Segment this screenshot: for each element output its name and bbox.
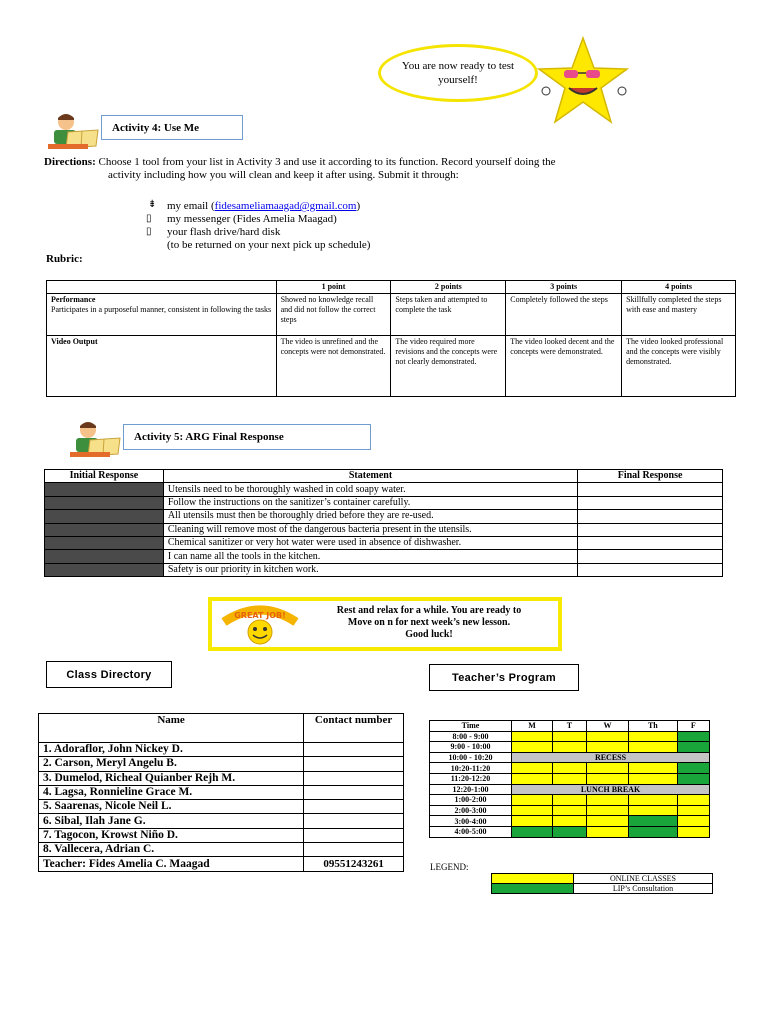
- directory-header: Contact number: [304, 714, 404, 743]
- arg-row: [45, 536, 723, 549]
- schedule-cell: [629, 742, 677, 753]
- schedule-row: [430, 805, 710, 816]
- great-job-line: Move on n for next week’s new lesson.: [347, 617, 511, 628]
- rubric-criterion: [47, 336, 277, 397]
- legend-label: LEGEND:: [430, 862, 469, 872]
- email-link[interactable]: fidesameliamaagad@gmail.com: [214, 200, 357, 212]
- schedule-cell: [586, 742, 628, 753]
- great-job-line: Rest and relax for a while. You are ready to: [336, 605, 522, 616]
- rubric-cell: The video is unrefined and the concepts were not demonstrated.: [276, 336, 391, 397]
- arg-header-row: [45, 470, 723, 483]
- rubric-header: 3 points: [506, 281, 622, 294]
- schedule-time: 9:00 - 10:00: [430, 742, 512, 753]
- schedule-cell: [512, 816, 553, 827]
- schedule-cell: [586, 763, 628, 774]
- legend-swatch: [492, 874, 574, 884]
- option-email-suffix: ): [356, 200, 361, 212]
- schedule-row: [430, 826, 710, 837]
- box-bullet-icon: ▯: [146, 213, 152, 224]
- table-row: [39, 743, 404, 757]
- schedule-cell: [677, 816, 709, 827]
- schedule-row: [430, 795, 710, 806]
- schedule-cell: [512, 826, 553, 837]
- student-name: 2. Carson, Meryl Angelu B.: [39, 757, 304, 771]
- student-reading-icon: [44, 112, 102, 152]
- statement-cell: Safety is our priority in kitchen work.: [163, 563, 577, 576]
- statement-cell: Cleaning will remove most of the dangerous bacteria present in the utensils.: [163, 523, 577, 536]
- arg-row: [45, 510, 723, 523]
- contact-cell: [304, 800, 404, 814]
- criterion-title: Performance: [51, 295, 96, 304]
- schedule-cell: [512, 805, 553, 816]
- table-row: [39, 814, 404, 828]
- schedule-cell: [553, 773, 587, 784]
- initial-response-cell[interactable]: [45, 510, 164, 523]
- student-name: 5. Saarenas, Nicole Neil L.: [39, 800, 304, 814]
- initial-response-cell[interactable]: [45, 483, 164, 496]
- table-row: [39, 828, 404, 842]
- schedule-time: 12:20-1:00: [430, 784, 512, 795]
- rubric-cell: The video looked professional and the concepts were visibly demonstrated.: [622, 336, 736, 397]
- schedule-cell: [553, 763, 587, 774]
- schedule-cell: [677, 742, 709, 753]
- schedule-cell: [629, 795, 677, 806]
- contact-cell: [304, 757, 404, 771]
- table-row: [39, 800, 404, 814]
- great-job-banner: [208, 597, 562, 651]
- student-name: 7. Tagocon, Krowst Niño D.: [39, 828, 304, 842]
- directory-header-row: [39, 714, 404, 743]
- class-directory-label-text: Class Directory: [66, 668, 152, 681]
- class-directory-label: [46, 661, 172, 688]
- schedule-row: [430, 742, 710, 753]
- schedule-cell: [553, 742, 587, 753]
- schedule-cell: [629, 805, 677, 816]
- student-name: 3. Dumelod, Richeal Quianber Rejh M.: [39, 771, 304, 785]
- rubric-header: 2 points: [391, 281, 506, 294]
- schedule-cell: [586, 731, 628, 742]
- option-flash-note: (to be returned on your next pick up schedule): [167, 239, 371, 251]
- schedule-break: LUNCH BREAK: [512, 784, 710, 795]
- arg-row: [45, 550, 723, 563]
- table-row: [39, 757, 404, 771]
- contact-cell: [304, 771, 404, 785]
- legend-table: [491, 873, 713, 894]
- rubric-header: 4 points: [622, 281, 736, 294]
- initial-response-cell[interactable]: [45, 523, 164, 536]
- program-header: T: [553, 721, 587, 732]
- schedule-cell: [629, 731, 677, 742]
- schedule-time: 1:00-2:00: [430, 795, 512, 806]
- rubric-cell: Completely followed the steps: [506, 294, 622, 336]
- student-reading-icon: [66, 420, 124, 460]
- rubric-table: [46, 280, 736, 397]
- arg-row: [45, 483, 723, 496]
- schedule-cell: [553, 731, 587, 742]
- directions-label: Directions:: [44, 156, 96, 168]
- teachers-program-table: [429, 720, 710, 838]
- schedule-cell: [586, 805, 628, 816]
- option-email: [167, 200, 360, 213]
- schedule-cell: [586, 826, 628, 837]
- option-email-prefix: my email (: [167, 200, 215, 212]
- schedule-cell: [512, 742, 553, 753]
- program-header: W: [586, 721, 628, 732]
- program-header-row: [430, 721, 710, 732]
- rubric-label: Rubric:: [46, 253, 83, 265]
- student-name: 1. Adoraflor, John Nickey D.: [39, 743, 304, 757]
- criterion-title: Video Output: [51, 337, 98, 346]
- schedule-time: 8:00 - 9:00: [430, 731, 512, 742]
- great-job-message: [304, 605, 554, 641]
- teacher-name: Teacher: Fides Amelia C. Maagad: [39, 857, 304, 871]
- arg-header: Initial Response: [45, 470, 164, 483]
- schedule-cell: [677, 763, 709, 774]
- schedule-time: 4:00-5:00: [430, 826, 512, 837]
- activity-4-title: Activity 4: Use Me: [112, 121, 200, 134]
- rubric-cell: Showed no knowledge recall and did not follow the correct steps: [276, 294, 391, 336]
- schedule-cell: [677, 773, 709, 784]
- legend-text: LIP’s Consultation: [574, 884, 713, 894]
- initial-response-cell[interactable]: [45, 563, 164, 576]
- final-response-cell[interactable]: [578, 523, 723, 536]
- great-job-badge-text: GREAT JOB!: [234, 611, 286, 620]
- statement-cell: I can name all the tools in the kitchen.: [163, 550, 577, 563]
- schedule-cell: [677, 826, 709, 837]
- program-header: M: [512, 721, 553, 732]
- schedule-row: [430, 773, 710, 784]
- schedule-cell: [553, 805, 587, 816]
- teachers-program-label-text: Teacher’s Program: [452, 671, 556, 684]
- class-directory-table: [38, 713, 404, 872]
- table-row: [39, 785, 404, 799]
- arg-header: Final Response: [578, 470, 723, 483]
- schedule-cell: [512, 763, 553, 774]
- activity-5-title: Activity 5: ARG Final Response: [134, 431, 284, 443]
- student-name: 4. Lagsa, Ronnieline Grace M.: [39, 785, 304, 799]
- initial-response-cell[interactable]: [45, 550, 164, 563]
- directory-header: Name: [39, 714, 304, 743]
- arrow-bullet-icon: ⇟: [148, 199, 157, 210]
- directions: [44, 156, 564, 182]
- bubble-text: You are now ready to test yourself!: [401, 60, 515, 86]
- rubric-header: [47, 281, 277, 294]
- schedule-row: [430, 816, 710, 827]
- schedule-cell: [677, 805, 709, 816]
- schedule-row: [430, 784, 710, 795]
- activity-5-title-box: [123, 424, 371, 450]
- arg-row: [45, 523, 723, 536]
- rubric-header-row: [47, 281, 736, 294]
- arg-row: [45, 496, 723, 509]
- rubric-criterion: [47, 294, 277, 336]
- arg-table: [44, 469, 723, 577]
- schedule-cell: [512, 795, 553, 806]
- schedule-cell: [586, 795, 628, 806]
- schedule-cell: [553, 816, 587, 827]
- table-row: [39, 857, 404, 871]
- legend-text: ONLINE CLASSES: [574, 874, 713, 884]
- speech-bubble: [378, 44, 538, 102]
- rubric-row: [47, 336, 736, 397]
- legend-swatch: [492, 884, 574, 894]
- option-messenger: my messenger (Fides Amelia Maagad): [167, 213, 337, 225]
- smiling-star-icon: [536, 36, 630, 126]
- legend-row: [492, 884, 713, 894]
- schedule-break: RECESS: [512, 752, 710, 763]
- schedule-cell: [512, 731, 553, 742]
- schedule-cell: [586, 816, 628, 827]
- schedule-time: 11:20-12:20: [430, 773, 512, 784]
- schedule-time: 10:00 - 10:20: [430, 752, 512, 763]
- statement-cell: Follow the instructions on the sanitizer’s container carefully.: [163, 496, 577, 509]
- directions-text: Choose 1 tool from your list in Activity 3 and use it according to its function. Record yourself doing the activity including how you will clean and keep it after using. Submit it through:: [98, 156, 556, 181]
- schedule-cell: [677, 795, 709, 806]
- schedule-cell: [629, 763, 677, 774]
- box-bullet-icon: ▯: [146, 226, 152, 237]
- statement-cell: Chemical sanitizer or very hot water were used in absence of dishwasher.: [163, 536, 577, 549]
- student-name: 6. Sibal, Ilah Jane G.: [39, 814, 304, 828]
- schedule-time: 3:00-4:00: [430, 816, 512, 827]
- legend-row: [492, 874, 713, 884]
- rubric-cell: Steps taken and attempted to complete the task: [391, 294, 506, 336]
- schedule-cell: [586, 773, 628, 784]
- program-header: Th: [629, 721, 677, 732]
- schedule-cell: [553, 795, 587, 806]
- option-flash: your flash drive/hard disk: [167, 226, 281, 238]
- schedule-time: 2:00-3:00: [430, 805, 512, 816]
- criterion-desc: Participates in a purposeful manner, consistent in following the tasks: [51, 305, 272, 314]
- arg-header: Statement: [163, 470, 577, 483]
- final-response-cell[interactable]: [578, 510, 723, 523]
- schedule-cell: [553, 826, 587, 837]
- final-response-cell[interactable]: [578, 496, 723, 509]
- program-header: F: [677, 721, 709, 732]
- schedule-cell: [629, 773, 677, 784]
- schedule-row: [430, 731, 710, 742]
- contact-cell: [304, 843, 404, 857]
- directions-paragraph: [44, 156, 564, 182]
- schedule-row: [430, 763, 710, 774]
- contact-cell: [304, 785, 404, 799]
- final-response-cell[interactable]: [578, 550, 723, 563]
- teachers-program-label: [429, 664, 579, 691]
- table-row: [39, 771, 404, 785]
- rubric-cell: Skillfully completed the steps with ease and mastery: [622, 294, 736, 336]
- schedule-time: 10:20-11:20: [430, 763, 512, 774]
- statement-cell: Utensils need to be thoroughly washed in cold soapy water.: [163, 483, 577, 496]
- final-response-cell[interactable]: [578, 536, 723, 549]
- rubric-row: [47, 294, 736, 336]
- teacher-contact: 09551243261: [304, 857, 404, 871]
- program-header: Time: [430, 721, 512, 732]
- student-name: 8. Vallecera, Adrian C.: [39, 843, 304, 857]
- table-row: [39, 843, 404, 857]
- great-job-smiley-icon: [220, 604, 300, 646]
- activity-4-title-box: [101, 115, 243, 140]
- contact-cell: [304, 743, 404, 757]
- schedule-row: [430, 752, 710, 763]
- initial-response-cell[interactable]: [45, 496, 164, 509]
- initial-response-cell[interactable]: [45, 536, 164, 549]
- arg-row: [45, 563, 723, 576]
- rubric-cell: The video looked decent and the concepts were demonstrated.: [506, 336, 622, 397]
- schedule-cell: [629, 816, 677, 827]
- contact-cell: [304, 828, 404, 842]
- final-response-cell[interactable]: [578, 483, 723, 496]
- contact-cell: [304, 814, 404, 828]
- schedule-cell: [512, 773, 553, 784]
- final-response-cell[interactable]: [578, 563, 723, 576]
- great-job-line: Good luck!: [405, 629, 453, 640]
- rubric-header: 1 point: [276, 281, 391, 294]
- schedule-cell: [677, 731, 709, 742]
- schedule-cell: [629, 826, 677, 837]
- rubric-cell: The video required more revisions and the concepts were not clearly demonstrated.: [391, 336, 506, 397]
- statement-cell: All utensils must then be thoroughly dried before they are re-used.: [163, 510, 577, 523]
